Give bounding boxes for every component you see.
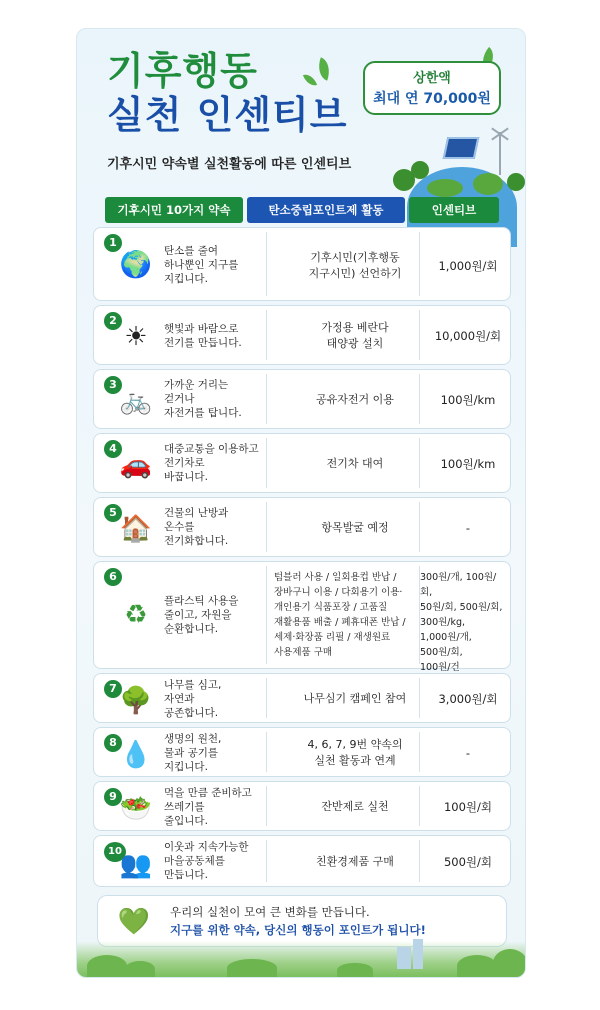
activity-text: 공유자전거 이용 [316, 393, 394, 406]
row-number: 9 [104, 788, 122, 806]
activity-text: 전기차 대여 [326, 457, 384, 470]
row-number: 7 [104, 680, 122, 698]
table-row [93, 561, 511, 673]
promise-text: 햇빛과 바람으로 전기를 만듭니다. [164, 323, 242, 349]
activity-text: 항목발굴 예정 [321, 521, 389, 534]
bush-icon [493, 949, 526, 977]
table-row [93, 305, 511, 365]
title-line-1: 기후행동 [107, 49, 258, 93]
building-icon [413, 939, 423, 969]
incentive-value: 500원/회 [443, 855, 493, 869]
row-number: 10 [104, 842, 126, 862]
incentive-value: 100원/km [440, 393, 496, 407]
row-number: 5 [104, 504, 122, 522]
table-row [93, 835, 511, 887]
bush-icon [227, 959, 277, 977]
promise-text: 이웃과 지속가능한 마을공동체를 만듭니다. [164, 841, 249, 881]
row-number: 4 [104, 440, 122, 458]
building-icon [397, 947, 411, 969]
heart-hand-icon: 💚 [117, 907, 151, 937]
community-icon: 👥 [119, 850, 153, 880]
activity-text: 잔반제로 실천 [321, 800, 389, 813]
promise-text: 탄소를 줄여 하나뿐인 지구를 지킵니다. [164, 245, 239, 285]
table-row [93, 727, 511, 777]
recycle-icon: ♻ [124, 600, 148, 630]
max-amount-badge [363, 61, 501, 115]
row-number: 2 [104, 312, 122, 330]
solar-panel-icon [443, 137, 480, 159]
table-row [93, 497, 511, 557]
bush-icon [457, 955, 497, 977]
earth-icon: 🌍 [119, 250, 153, 280]
promise-text: 나무를 심고, 자연과 공존합니다. [164, 679, 222, 719]
house-heating-icon: 🏠 [119, 514, 153, 544]
promise-text: 플라스틱 사용을 줄이고, 자원을 순환합니다. [164, 595, 239, 635]
promise-text: 먹을 만큼 준비하고 쓰레기를 줄입니다. [164, 787, 252, 827]
table-row [93, 433, 511, 493]
table-header [105, 197, 499, 225]
food-bowl-icon: 🥗 [119, 794, 153, 824]
row-number: 8 [104, 734, 122, 752]
incentive-value: 3,000원/회 [438, 692, 498, 706]
activity-text: 4, 6, 7, 9번 약속의 실천 활동과 연계 [307, 738, 403, 767]
promise-text: 생명의 원천, 물과 공기를 지킵니다. [164, 733, 222, 773]
table-row [93, 781, 511, 831]
row-number: 6 [104, 568, 122, 586]
activity-text: 가정용 베란다 태양광 설치 [321, 321, 389, 350]
table-row [93, 227, 511, 301]
incentive-card [76, 28, 526, 978]
incentive-value: - [465, 521, 471, 535]
title-line-2: 실천 인센티브 [107, 93, 348, 137]
footer-message [97, 895, 507, 947]
row-number: 3 [104, 376, 122, 394]
footer-line-1: 우리의 실천이 모여 큰 변화를 만듭니다. [170, 905, 370, 919]
bush-icon [87, 955, 127, 977]
electric-car-icon: 🚗 [119, 450, 153, 480]
incentive-value: 1,000원/회 [438, 259, 498, 273]
activity-text: 친환경제품 구매 [316, 855, 394, 868]
activity-text: 텀블러 사용 / 일회용컵 반납 / 장바구니 이용 / 다회용기 이용· 개인용기 식품포장 / 고품질 재활용품 배출 / 폐휴대폰 반납 / 세제·화장품 리필 / 재생원료 사용제품 구매 [274, 572, 406, 658]
incentive-value: 10,000원/회 [434, 329, 502, 343]
water-drop-icon: 💧 [119, 740, 153, 770]
table-row [93, 673, 511, 723]
activity-text: 기후시민(기후행동 지구시민) 선언하기 [308, 251, 402, 280]
solar-panel-icon: ☀ [124, 322, 148, 352]
badge-amount: 최대 연 70,000원 [373, 91, 491, 107]
incentive-value: - [465, 746, 471, 760]
page-title [107, 49, 347, 137]
column-header-incentive: 인센티브 [409, 197, 499, 223]
row-number: 1 [104, 234, 122, 252]
incentive-value: 100원/회 [443, 800, 493, 814]
incentive-value: 300원/개, 100원/회, 50원/회, 500원/회, 300원/kg, 1,000원/개, 500원/회, 100원/건 [420, 572, 503, 673]
tree-icon: 🌳 [119, 686, 153, 716]
column-header-activity: 탄소중립포인트제 활동 [247, 197, 405, 223]
column-header-promise: 기후시민 10가지 약속 [105, 197, 243, 223]
table-row [93, 369, 511, 429]
bush-icon [337, 963, 373, 977]
bush-icon [125, 961, 155, 977]
promise-text: 가까운 거리는 걷거나 자전거를 탑니다. [164, 379, 242, 419]
badge-label: 상한액 [413, 71, 451, 86]
footer-line-2: 지구를 위한 약속, 당신의 행동이 포인트가 됩니다! [170, 923, 426, 937]
promise-text: 건물의 난방과 온수를 전기화합니다. [164, 507, 229, 547]
subtitle: 기후시민 약속별 실천활동에 따른 인센티브 [107, 157, 352, 172]
incentive-value: 100원/km [440, 457, 496, 471]
bicycle-icon: 🚲 [119, 386, 153, 416]
activity-text: 나무심기 캠페인 참여 [303, 692, 407, 705]
promise-text: 대중교통을 이용하고 전기차로 바꿉니다. [164, 443, 259, 483]
